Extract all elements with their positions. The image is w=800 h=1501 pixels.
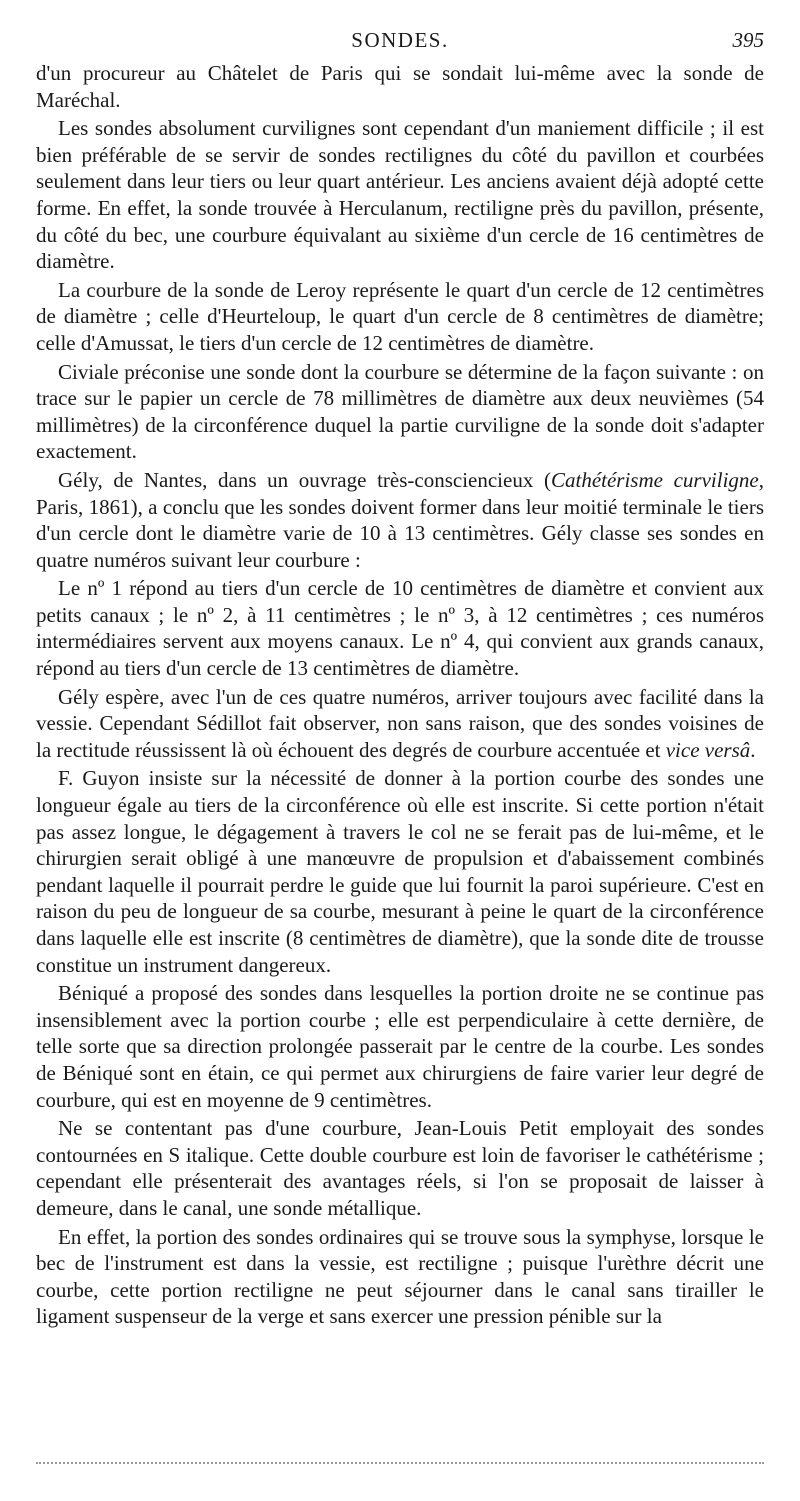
page-number: 395	[732, 28, 764, 52]
italic-title: Cathétérisme curviligne	[550, 467, 759, 492]
paragraph: Béniqué a proposé des sondes dans lesquelles la portion droite ne se continue pas insensiblement avec la portion courbe ; elle est perpendiculaire à cette dernière, de telle sorte que sa direction prolongée passerait par le centre de la courbe. Les sondes de Béniqué sont en étain, ce qui permet aux chirurgiens de faire varier leur degré de courbure, qui est en moyenne de 9 centimètres.	[36, 981, 764, 1112]
paragraph: Les sondes absolument curvilignes sont cependant d'un maniement difficile ; il est bien préférable de se servir de sondes rectilignes du côté du pavillon et courbées seulement dans leur tiers ou leur quart antérieur. Les anciens avaient déjà adopté cette forme. En effet, la sonde trouvée à Herculanum, rectiligne près du pavillon, présente, du côté du bec, une courbure équivalant au sixième d'un cercle de 16 centimètres de diamètre.	[36, 116, 764, 274]
paragraph	[36, 467, 764, 573]
paragraph: F. Guyon insiste sur la nécessité de donner à la portion courbe des sondes une longueur égale au tiers de la circonférence où elle est inscrite. Si cette portion n'était pas assez longue, le dégagement à travers le col ne se ferait pas de lui-même, et le chirurgien serait obligé à une manœuvre de propulsion et d'abaissement combinés pendant laquelle il pourrait perdre le guide que lui fournit la paroi supérieure. C'est en raison du peu de longueur de sa courbe, mesurant à peine le quart de la circonférence dans laquelle elle est inscrite (8 centimètres de diamètre), que la sonde dite de trousse constitue un instrument dangereux.	[36, 766, 764, 977]
paragraph-text: Gély, de Nantes, dans un ouvrage très-consciencieux (	[58, 467, 551, 492]
paragraph	[36, 684, 764, 764]
paragraph-text: , Paris, 1861), a conclu que les sondes doivent former dans leur moitié terminale le tiers d'un cercle dont le diamètre varie de 10 à 13 centimètres. Gély classe ses sondes en quatre numéros suivant leur courbure :	[36, 467, 764, 572]
paragraph: En effet, la portion des sondes ordinaires qui se trouve sous la symphyse, lorsque le bec de l'instrument est dans la vessie, est rectiligne ; puisque l'urèthre décrit une courbe, cette portion rectiligne ne peut séjourner dans le canal sans tirailler le ligament suspenseur de la verge et sans exercer une pression pénible sur la	[36, 1224, 764, 1329]
page-header	[36, 24, 764, 54]
paragraph-text: .	[750, 737, 756, 762]
paragraph: La courbure de la sonde de Leroy représente le quart d'un cercle de 12 centimètres de diamètre ; celle d'Heurteloup, le quart d'un cercle de 8 centimètres de diamètre; celle d'Amussat, le tiers d'un cercle de 12 centimètres de diamètre.	[36, 277, 764, 355]
paragraph-continuation: d'un procureur au Châtelet de Paris qui se sondait lui-même avec la sonde de Maréchal.	[36, 61, 764, 112]
running-head: SONDES.	[351, 28, 449, 52]
bottom-bleed-through-line	[36, 1462, 764, 1464]
body-text	[36, 60, 764, 1332]
paragraph-text: Gély espère, avec l'un de ces quatre numéros, arriver toujours avec facilité dans la vessie. Cependant Sédillot fait observer, non sans raison, que des sondes voisines de la rectitude réussissent là où échouent des degrés de courbure accentuée et	[36, 684, 764, 762]
paragraph: Civiale préconise une sonde dont la courbure se détermine de la façon suivante : on trace sur le papier un cercle de 78 millimètres de diamètre aux deux neuvièmes (54 millimètres) de la circonférence duquel la partie curviligne de la sonde doit s'adapter exactement.	[36, 359, 764, 464]
italic-phrase: vice versâ	[665, 737, 751, 762]
paragraph: Ne se contentant pas d'une courbure, Jean-Louis Petit employait des sondes contournées en S italique. Cette double courbure est loin de favoriser le cathétérisme ; cependant elle présenterait des avantages réels, si l'on se proposait de laisser à demeure, dans le canal, une sonde métallique.	[36, 1116, 764, 1220]
paragraph: Le nº 1 répond au tiers d'un cercle de 10 centimètres de diamètre et convient aux petits canaux ; le nº 2, à 11 centimètres ; le nº 3, à 12 centimètres ; ces numéros intermédiaires servent aux moyens canaux. Le nº 4, qui convient aux grands canaux, répond au tiers d'un cercle de 13 centimètres de diamètre.	[36, 576, 764, 681]
